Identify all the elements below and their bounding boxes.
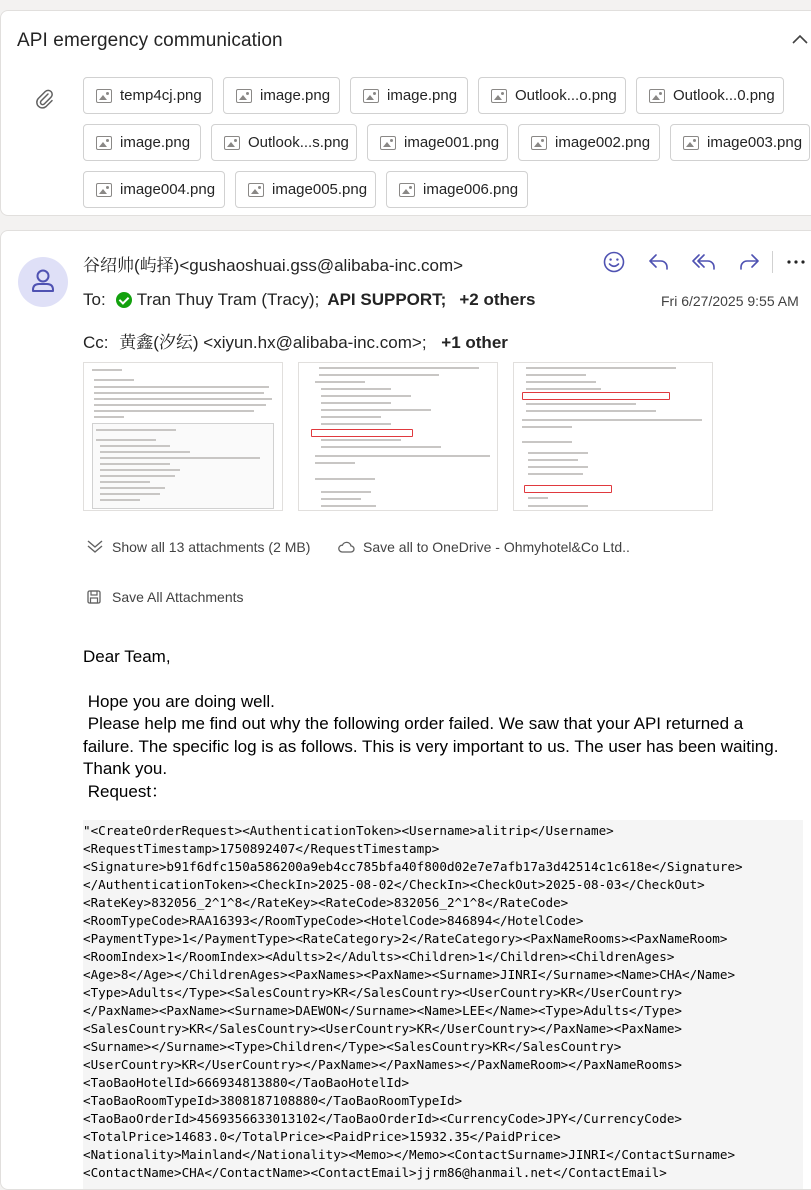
code-line: <TaoBaoRoomTypeId>3808187108880</TaoBaoRoomTypeId> — [83, 1093, 463, 1108]
show-all-attachments-button[interactable]: Show all 13 attachments (2 MB) — [86, 539, 310, 555]
attachment-chip[interactable]: Outlook...0.png — [636, 77, 784, 114]
reply-all-icon[interactable] — [691, 250, 717, 274]
code-line: <PaymentType>1</PaymentType><RateCategory>2</RateCategory><PaxNameRooms><PaxNameRoom> — [83, 931, 728, 946]
image-file-icon — [236, 89, 252, 103]
attachment-chip[interactable]: image005.png — [235, 171, 376, 208]
body-paragraph: Hope you are doing well. — [83, 691, 275, 711]
forward-icon[interactable] — [737, 250, 761, 274]
message-body — [83, 646, 783, 803]
code-line: <RoomTypeCode>RAA16393</RoomTypeCode><HotelCode>846894</HotelCode> — [83, 913, 584, 928]
message-card — [0, 230, 811, 1190]
to-line — [83, 290, 535, 310]
code-line: <TaoBaoHotelId>666934813880</TaoBaoHotelId> — [83, 1075, 410, 1090]
person-icon — [18, 257, 68, 307]
attachment-preview-thumbnail[interactable] — [83, 362, 283, 511]
paperclip-icon — [33, 87, 55, 109]
subject-card — [0, 10, 811, 216]
emoji-icon[interactable] — [602, 250, 626, 274]
code-line: <UserCountry>KR</UserCountry></PaxName></PaxNames></PaxNameRoom></PaxNameRooms> — [83, 1057, 682, 1072]
to-label: To: — [83, 290, 106, 309]
cc-line — [83, 328, 508, 353]
code-line: <RoomIndex>1</RoomIndex><Adults>2</Adults><Children>1</Children><ChildrenAges> — [83, 949, 675, 964]
request-log-code-block — [83, 820, 803, 1190]
reply-icon[interactable] — [647, 250, 671, 274]
cc-label: Cc: — [83, 333, 109, 352]
attachment-preview-thumbnail[interactable] — [513, 362, 713, 511]
attachment-preview-thumbnail[interactable] — [298, 362, 498, 511]
image-file-icon — [531, 136, 547, 150]
image-file-icon — [380, 136, 396, 150]
attachment-chip[interactable]: image001.png — [367, 124, 508, 161]
attachment-chip[interactable]: Outlook...o.png — [478, 77, 626, 114]
save-icon — [86, 589, 102, 605]
to-recipient[interactable]: API SUPPORT; — [327, 290, 447, 309]
presence-available-icon — [116, 292, 132, 308]
cc-recipient[interactable]: 黄鑫(汐纭) <xiyun.hx@alibaba-inc.com>; — [119, 333, 427, 352]
chevron-up-icon[interactable] — [791, 33, 809, 45]
save-to-onedrive-button[interactable]: Save all to OneDrive - Ohmyhotel&Co Ltd.. — [337, 539, 630, 555]
code-line: <RequestTimestamp>1750892407</RequestTimestamp> — [83, 841, 440, 856]
image-file-icon — [96, 136, 112, 150]
more-icon[interactable] — [786, 252, 806, 272]
sender-name[interactable]: 谷绍帅(屿择)<gushaoshuai.gss@alibaba-inc.com> — [83, 256, 464, 275]
attachment-chip[interactable]: image004.png — [83, 171, 225, 208]
avatar[interactable] — [18, 257, 68, 307]
attachment-chip[interactable]: image.png — [83, 124, 201, 161]
sent-date: Fri 6/27/2025 9:55 AM — [661, 293, 799, 309]
to-others-link[interactable]: +2 others — [459, 290, 536, 309]
attachment-chip[interactable]: Outlook...s.png — [211, 124, 357, 161]
image-file-icon — [248, 183, 264, 197]
image-file-icon — [363, 89, 379, 103]
code-line: "<CreateOrderRequest><AuthenticationToken><Username>alitrip</Username> — [83, 823, 614, 838]
code-line: <TaoBaoOrderId>4569356633013102</TaoBaoOrderId><CurrencyCode>JPY</CurrencyCode> — [83, 1111, 682, 1126]
email-subject: API emergency communication — [17, 30, 283, 51]
code-line: </PaxName><PaxName><Surname>DAEWON</Surname><Name>LEE</Name><Type>Adults</Type> — [83, 1003, 682, 1018]
code-line: <Signature>b91f6dfc150a586200a9eb4cc785bfa40f800d02e7e7afb17a3d42514c1c618e</Signature> — [83, 859, 743, 874]
chevron-double-down-icon — [86, 539, 104, 555]
cloud-icon — [337, 540, 355, 554]
greeting: Dear Team, — [83, 647, 171, 666]
attachment-chip[interactable]: image002.png — [518, 124, 660, 161]
code-line: <SalesCountry>KR</SalesCountry><UserCountry>KR</UserCountry></PaxName><PaxName> — [83, 1021, 682, 1036]
attachment-chip[interactable]: image006.png — [386, 171, 528, 208]
image-file-icon — [649, 89, 665, 103]
image-file-icon — [399, 183, 415, 197]
code-line: <RateKey>832056_2^1^8</RateKey><RateCode>832056_2^1^8</RateCode> — [83, 895, 569, 910]
image-file-icon — [683, 136, 699, 150]
code-line: </AuthenticationToken><CheckIn>2025-08-02</CheckIn><CheckOut>2025-08-03</CheckOut> — [83, 877, 705, 892]
toolbar-divider — [772, 251, 773, 273]
image-file-icon — [96, 89, 112, 103]
attachment-chip[interactable]: temp4cj.png — [83, 77, 213, 114]
body-paragraph: Please help me find out why the following order failed. We saw that your API returned a failure. The specific log is as follows. This is very important to us. The user has been waiting. Thank you. — [83, 714, 783, 778]
image-file-icon — [491, 89, 507, 103]
body-paragraph: Request： — [83, 781, 169, 801]
cc-others-link[interactable]: +1 other — [441, 333, 508, 352]
code-line: <Age>8</Age></ChildrenAges><PaxNames><PaxName><Surname>JINRI</Surname><Name>CHA</Name> — [83, 967, 736, 982]
image-file-icon — [96, 183, 112, 197]
code-line: <ContactName>CHA</ContactName><ContactEmail>jjrm86@hanmail.net</ContactEmail> — [83, 1165, 667, 1180]
to-recipient[interactable]: Tran Thuy Tram (Tracy); — [136, 290, 320, 309]
attachment-chip[interactable]: image003.png — [670, 124, 810, 161]
image-file-icon — [224, 136, 240, 150]
code-line: <Surname></Surname><Type>Children</Type><SalesCountry>KR</SalesCountry> — [83, 1039, 622, 1054]
attachment-chip[interactable]: image.png — [223, 77, 340, 114]
code-line: <Nationality>Mainland</Nationality><Memo></Memo><ContactSurname>JINRI</ContactSurname> — [83, 1147, 736, 1162]
code-line: <Type>Adults</Type><SalesCountry>KR</SalesCountry><UserCountry>KR</UserCountry> — [83, 985, 682, 1000]
code-line: <TotalPrice>14683.0</TotalPrice><PaidPrice>15932.35</PaidPrice> — [83, 1129, 561, 1144]
save-all-attachments-button[interactable]: Save All Attachments — [86, 589, 244, 605]
attachment-chip[interactable]: image.png — [350, 77, 468, 114]
